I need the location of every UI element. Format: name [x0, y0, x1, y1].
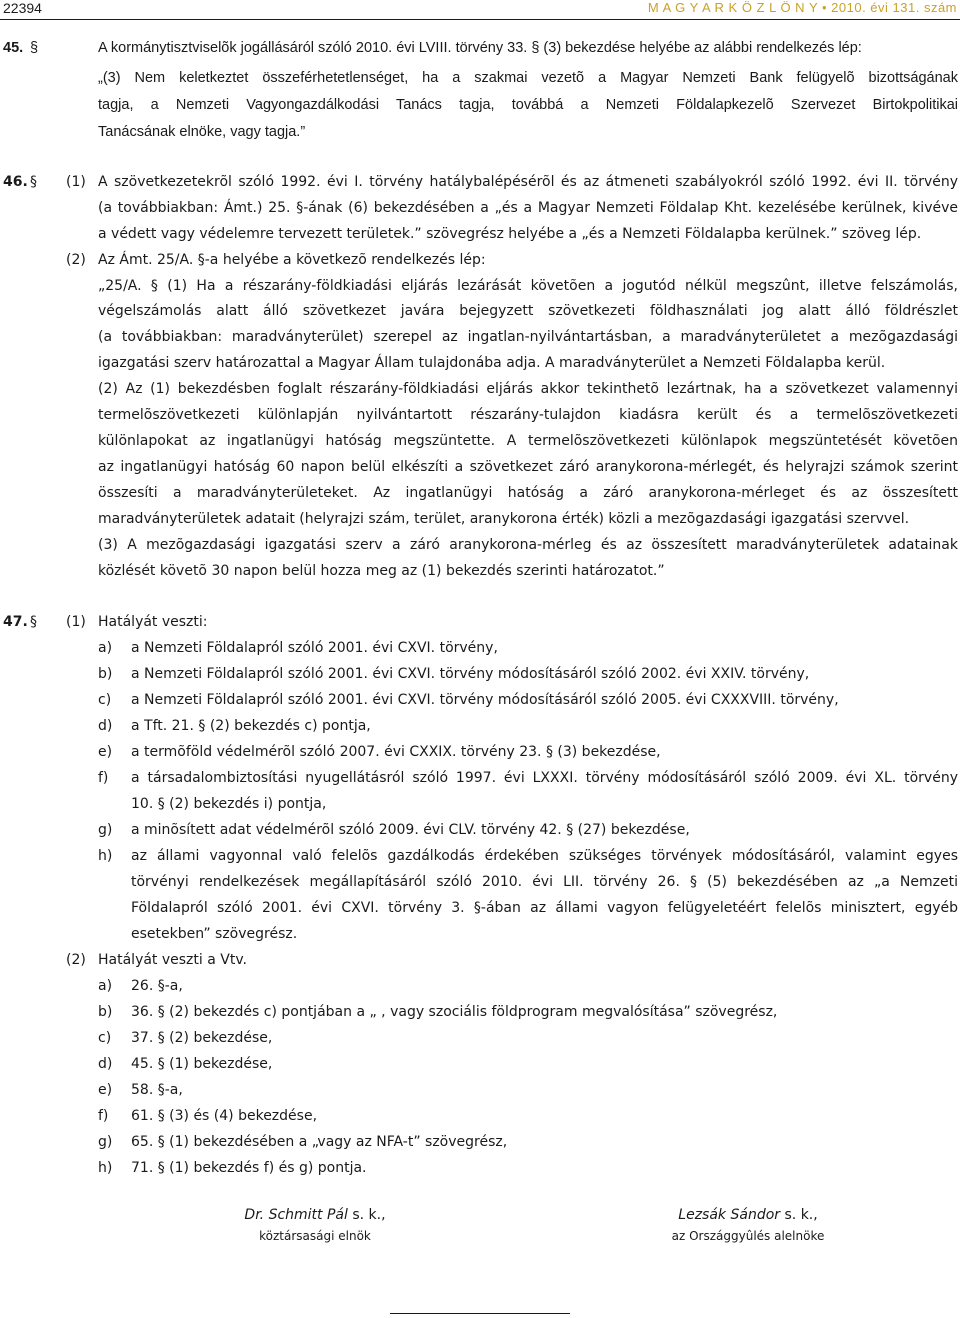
- journal-title: M A G Y A R K Ö Z L Ö N Y • 2010. évi 131. szám: [647, 0, 957, 15]
- paragraph-number: (1): [66, 614, 86, 630]
- quote-text-line: igazgatási szerv határozattal a Magyar Állam tulajdonába adja. A maradványterület a Nemzeti Földalapba kerül.: [98, 355, 886, 371]
- signer-title: köztársasági elnök: [259, 1229, 371, 1243]
- section-number: 46.: [3, 174, 28, 190]
- quote-text-line: összesíti a maradványterületeket. Az ingatlanügyi hatóság a záró aranykorona-mérleget és az összesített: [98, 485, 958, 501]
- item-label: d): [98, 1056, 113, 1072]
- quote-text-line: az ingatlanügyi hatóság 60 napon belül elkészíti a szövetkezet záró aranykorona-mérlegét, és helyrajzi számok szerint: [98, 459, 958, 475]
- page-number: 22394: [3, 0, 42, 16]
- item-label: b): [98, 666, 113, 682]
- item-label: g): [98, 822, 113, 838]
- item-label: g): [98, 1134, 113, 1150]
- item-text: 61. § (3) és (4) bekezdése,: [131, 1108, 318, 1124]
- footer-rule: [390, 1313, 570, 1314]
- page-header: [0, 0, 960, 20]
- item-label: c): [98, 1030, 112, 1046]
- quote-text-line: termelõszövetkezeti különlapján nyilvántartott részarány-tulajdon kiadásra került és a termelõszövetkezeti: [98, 407, 958, 423]
- quote-text-line: „25/A. § (1) Ha a részarány-földkiadási eljárás lezárását követõen a jogutód nélkül megszûnt, illetve felszámolás,: [98, 278, 958, 294]
- signer-suffix: s. k.,: [347, 1207, 386, 1223]
- item-text: 58. §-a,: [131, 1082, 183, 1098]
- item-text: 37. § (2) bekezdése,: [131, 1030, 273, 1046]
- quote-text-line: (3) A mezõgazdasági igazgatási szerv a záró aranykorona-mérleg és az összesített maradványterületek adatainak: [98, 537, 958, 553]
- paragraph-title: Hatályát veszti a Vtv.: [98, 952, 247, 968]
- paragraph-number: (2): [66, 952, 86, 968]
- quote-text-line: maradványterületek adatait (helyrajzi szám, terület, aranykorona érték) közli a mezõgazdasági igazgatási szervvel.: [98, 511, 910, 527]
- section-text-line: A kormánytisztviselõk jogállásáról szóló 2010. évi LVIII. törvény 33. § (3) bekezdése helyébe az alábbi rendelkezés lép:: [98, 40, 862, 56]
- section-number: 45.: [3, 40, 24, 56]
- section-text-line: tagja, a Nemzeti Vagyongazdálkodási Tanács tagja, továbbá a Nemzeti Földalapkezelõ Szervezet Birtokpolitikai: [98, 97, 958, 113]
- paragraph-text-line: Az Ámt. 25/A. §-a helyébe a következõ rendelkezés lép:: [98, 252, 486, 268]
- item-label: b): [98, 1004, 113, 1020]
- item-text: Földalapról szóló 2001. évi CXVI. törvény 3. §-ában az állami vagyon felügyeletéért felelõs minisztert, egyéb: [131, 900, 958, 916]
- item-text: a Nemzeti Földalapról szóló 2001. évi CXVI. törvény módosításáról szóló 2005. évi CXXXVIII. törvény,: [131, 692, 839, 708]
- item-text: 36. § (2) bekezdés c) pontjában a „ , vagy szociális földprogram megvalósítása” szövegrész,: [131, 1004, 778, 1020]
- quote-text-line: (a továbbiakban: maradványterület) szerepel az ingatlan-nyilvántartásban, a maradványterületet a mezõgazdasági: [98, 329, 958, 345]
- quote-text-line: közlését követõ 30 napon belül hozza meg az (1) bekezdés szerinti határozatot.”: [98, 563, 665, 579]
- paragraph-text-line: (a továbbiakban: Ámt.) 25. §-ának (6) bekezdésében a „és a Magyar Nemzeti Földalap Kht. kezelésébe kerülnek, kivéve: [98, 200, 958, 216]
- section-sign: §: [30, 614, 37, 630]
- signer-title: az Országgyûlés alelnöke: [671, 1229, 825, 1243]
- item-label: h): [98, 1160, 113, 1176]
- section-sign: §: [30, 174, 37, 190]
- item-label: c): [98, 692, 112, 708]
- signature-president: [200, 1207, 430, 1243]
- item-text: a minõsített adat védelmérõl szóló 2009. évi CLV. törvény 42. § (27) bekezdése,: [131, 822, 690, 838]
- paragraph-text-line: a védett vagy védelemre tervezett területek.” szövegrész helyébe a „és a Nemzeti Földalapba kerülnek.” szöveg lép.: [98, 226, 922, 242]
- paragraph-number: (2): [66, 252, 86, 268]
- item-label: e): [98, 1082, 113, 1098]
- item-text: a társadalombiztosítási nyugellátásról szóló 1997. évi LXXXI. törvény módosításáról szóló 2009. évi XL. törvény: [131, 770, 958, 786]
- item-text: 65. § (1) bekezdésében a „vagy az NFA-t” szövegrész,: [131, 1134, 508, 1150]
- quote-text-line: különlapokat az ingatlanügyi hatóság megszüntette. A termelõszövetkezeti különlapok megszüntetését követõen: [98, 433, 958, 449]
- section-text-line: „(3) Nem keletkeztet összeférhetetlenséget, ha a szakmai vezetõ a Magyar Nemzeti Bank felügyelõ bizottságának: [98, 70, 958, 86]
- signer-suffix: s. k.,: [780, 1207, 818, 1223]
- item-text: 45. § (1) bekezdése,: [131, 1056, 273, 1072]
- item-label: a): [98, 640, 113, 656]
- item-label: e): [98, 744, 113, 760]
- item-text: az állami vagyonnal való felelõs gazdálkodás érdekében szükséges törvények módosításáról, valamint egyes: [131, 848, 958, 864]
- signer-name: Dr. Schmitt Pál: [244, 1207, 348, 1223]
- signer-name: Lezsák Sándor: [678, 1207, 781, 1223]
- item-text: 10. § (2) bekezdés i) pontja,: [131, 796, 327, 812]
- signature-vice-speaker: [628, 1207, 868, 1243]
- item-text: 71. § (1) bekezdés f) és g) pontja.: [131, 1160, 367, 1176]
- paragraph-number: (1): [66, 174, 86, 190]
- paragraph-text-line: A szövetkezetekrõl szóló 1992. évi I. törvény hatálybalépésérõl és az átmeneti szabályokról szóló 1992. évi II. törvény: [98, 174, 958, 190]
- item-text: törvényi rendelkezések megállapításáról szóló 2010. évi LII. törvény 26. § (5) bekezdésében az „a Nemzeti: [131, 874, 958, 890]
- quote-text-line: (2) Az (1) bekezdésben foglalt részarány-földkiadási eljárás akkor tekinthetõ lezártnak, ha a szövetkezet valamennyi: [98, 381, 958, 397]
- item-text: a Nemzeti Földalapról szóló 2001. évi CXVI. törvény módosításáról szóló 2002. évi XXIV. törvény,: [131, 666, 810, 682]
- item-label: d): [98, 718, 113, 734]
- item-label: a): [98, 978, 113, 994]
- item-text: a termõföld védelmérõl szóló 2007. évi CXXIX. törvény 23. § (3) bekezdése,: [131, 744, 661, 760]
- section-text-line: Tanácsának elnöke, vagy tagja.”: [98, 124, 306, 140]
- section-sign: §: [30, 40, 39, 56]
- quote-text-line: végelszámolás alatt álló szövetkezet javára bejegyzett szövetkezeti földhasználati jog alatt álló földrészlet: [98, 303, 958, 319]
- item-text: 26. §-a,: [131, 978, 183, 994]
- section-number: 47.: [3, 614, 28, 630]
- header-rule: [0, 19, 960, 20]
- item-label: f): [98, 1108, 109, 1124]
- item-label: h): [98, 848, 113, 864]
- item-text: esetekben” szövegrész.: [131, 926, 298, 942]
- paragraph-title: Hatályát veszti:: [98, 614, 208, 630]
- item-text: a Nemzeti Földalapról szóló 2001. évi CXVI. törvény,: [131, 640, 498, 656]
- item-text: a Tft. 21. § (2) bekezdés c) pontja,: [131, 718, 371, 734]
- item-label: f): [98, 770, 109, 786]
